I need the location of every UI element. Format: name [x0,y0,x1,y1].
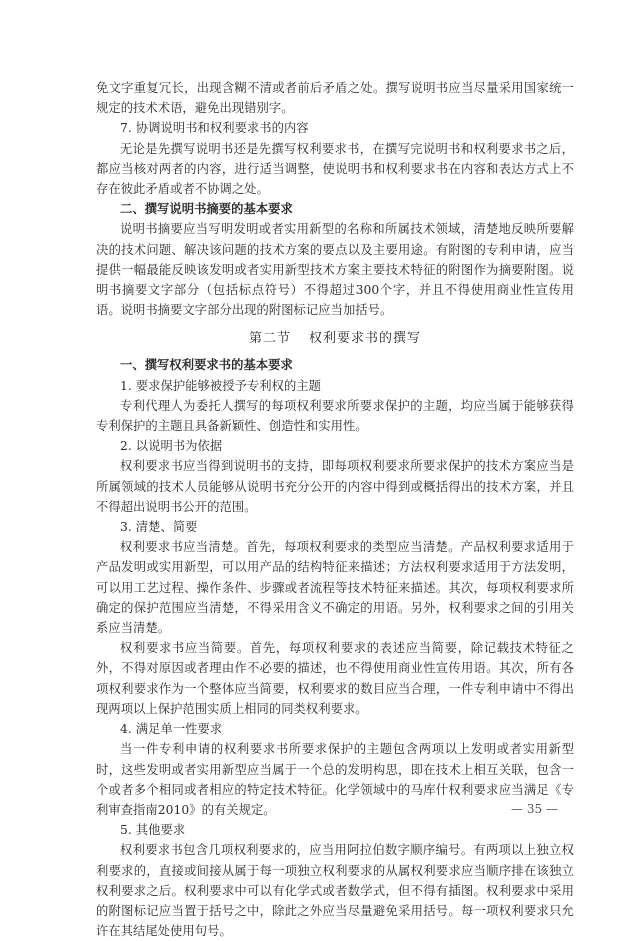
subheading: 2. 以说明书为依据 [120,439,223,454]
paragraph: 权利要求书应当简要。首先，每项权利要求的表述应当简要，除记载技术特征之外，不得对原因或者理由作不必要的描述，也不得使用商业性宣传用语。其次，所有各项权利要求作为一个整体应当简要，权利要求的数目应当合理，一件专利申请中不得出现两项以上保护范围实质上相同的同类权利要求。 [96,641,574,716]
paragraph: 权利要求书应当清楚。首先，每项权利要求的类型应当清楚。产品权利要求适用于产品发明或实用新型，可以用产品的结构特征来描述；方法权利要求适用于方法发明，可以用工艺过程、操作条件、步骤或者流程等技术特征来描述。其次，每项权利要求所确定的保护范围应当清楚，不得采用含义不确定的用语。另外，权利要求之间的引用关系应当清楚。 [96,540,574,636]
chapter-section-title [96,329,574,349]
subheading: 5. 其他要求 [120,823,186,838]
paragraph: 当一件专利申请的权利要求书所要求保护的主题包含两项以上发明或者实用新型时，这些发明或者实用新型应当属于一个总的发明构思，即在技术上相互关联，包含一个或者多个相同或者相应的特定技术特征。化学领域中的马库什权利要求应当满足《专利审查指南2010》的有关规定。 [96,742,574,817]
section-heading: 二、撰写说明书摘要的基本要求 [120,202,293,217]
paragraph: 专利代理人为委托人撰写的每项权利要求所要求保护的主题，均应当属于能够获得专利保护的主题且具备新颖性、创造性和实用性。 [96,398,574,434]
section-heading: 一、撰写权利要求书的基本要求 [120,358,293,373]
paragraph: 免文字重复冗长，出现含糊不清或者前后矛盾之处。撰写说明书应当尽量采用国家统一规定的技术术语，避免出现错别字。 [96,81,574,116]
document-page [96,78,574,941]
section-number: 第二节 [248,331,291,347]
subheading: 7. 协调说明书和权利要求书的内容 [120,121,309,136]
paragraph: 权利要求书包含几项权利要求的，应当用阿拉伯数字顺序编号。有两项以上独立权利要求的，直接或间接从属于每一项独立权利要求的从属权利要求应当顺序排在该独立权利要求之后。权利要求中可以有化学式或者数学式，但不得有插图。权利要求中采用的附图标记应当置于括号之中，除此之外应当尽量避免采用括号。每一项权利要求只允许在其结尾处使用句号。 [96,843,574,939]
section-title-text: 权利要求书的撰写 [309,331,422,347]
paragraph: 说明书摘要应当写明发明或者实用新型的名称和所属技术领域，清楚地反映所要解决的技术问题、解决该问题的技术方案的要点以及主要用途。有附图的专利申请，应当提供一幅最能反映该发明或者实用新型技术方案主要技术特征的附图作为摘要附图。说明书摘要文字部分（包括标点符号）不得超过300个字，并且不得使用商业性宣传用语。说明书摘要文字部分出现的附图标记应当加括号。 [96,222,574,318]
subheading: 1. 要求保护能够被授予专利权的主题 [120,378,321,393]
subheading: 4. 满足单一性要求 [120,722,223,737]
paragraph: 权利要求书应当得到说明书的支持，即每项权利要求所要求保护的技术方案应当是所属领域的技术人员能够从说明书充分公开的内容中得到或概括得出的技术方案，并且不得超出说明书公开的范围。 [96,459,574,514]
page-number: — 35 — [511,802,558,816]
subheading: 3. 清楚、简要 [120,520,198,535]
paragraph: 无论是先撰写说明书还是先撰写权利要求书，在撰写完说明书和权利要求书之后，都应当核对两者的内容，进行适当调整，使说明书和权利要求书在内容和表达方式上不存在彼此矛盾或者不协调之处。 [96,141,574,197]
